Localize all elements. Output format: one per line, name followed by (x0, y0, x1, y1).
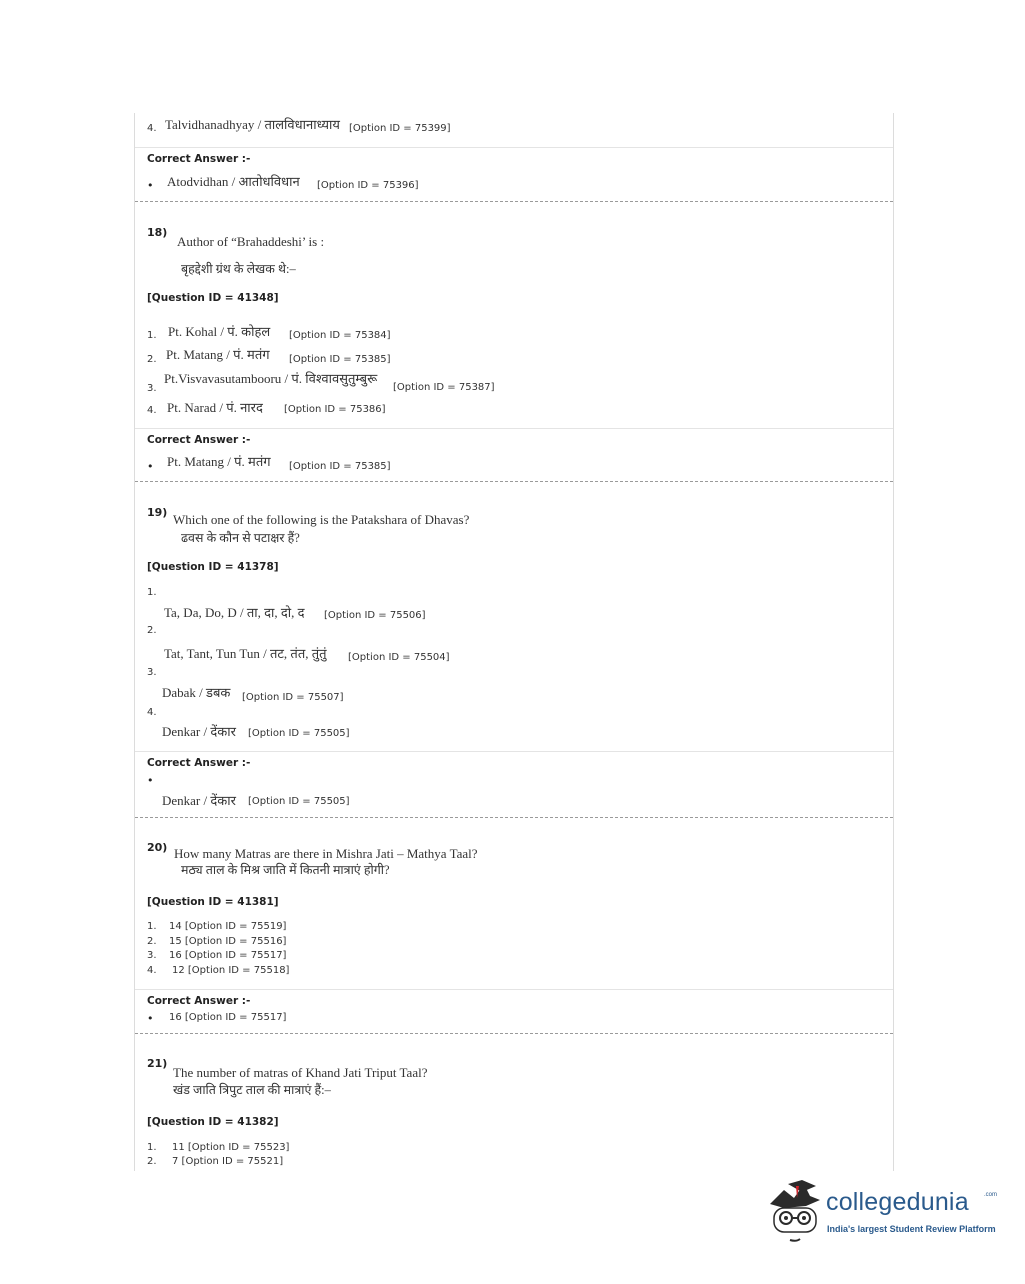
option-number: 4. (147, 707, 157, 718)
question-id: [Question ID = 41382] (147, 1116, 279, 1128)
option-text: Ta, Da, Do, D / ता, दा, दो, द (164, 605, 305, 620)
collegedunia-logo (766, 1178, 996, 1248)
answer-bullet: • (147, 774, 154, 787)
separator (135, 428, 893, 429)
option-number: 2. (147, 354, 157, 365)
option-id: [Option ID = 75385] (289, 461, 391, 472)
question-text-hi: ढवस के कौन से पटाक्षर हैं? (181, 531, 300, 545)
correct-answer-label: Correct Answer :- (147, 434, 251, 446)
question-number: 20) (147, 841, 168, 854)
question-id: [Question ID = 41381] (147, 896, 279, 908)
option-id: [Option ID = 75384] (289, 330, 391, 341)
question-paper-page (134, 113, 894, 1171)
question-number: 21) (147, 1057, 168, 1070)
option-number: 3. (147, 950, 157, 961)
correct-answer-label: Correct Answer :- (147, 995, 251, 1007)
option-text: Dabak / डबक (162, 685, 231, 700)
option-number: 4. (147, 405, 157, 416)
option-text: Pt. Narad / पं. नारद (167, 400, 263, 415)
answer-bullet: • (147, 1012, 154, 1025)
option-id: [Option ID = 75387] (393, 382, 495, 393)
option-number: 2. (147, 1156, 157, 1167)
option-number: 1. (147, 921, 157, 932)
question-text-hi: मठ्य ताल के मिश्र जाति में कितनी मात्राएं होगी? (181, 863, 390, 877)
option-text: Pt. Matang / पं. मतंग (166, 347, 270, 362)
option-id: [Option ID = 75504] (348, 652, 450, 663)
question-number: 19) (147, 506, 168, 519)
separator (135, 989, 893, 990)
question-id: [Question ID = 41378] (147, 561, 279, 573)
question-divider (135, 201, 893, 202)
question-text-hi: खंड जाति त्रिपुट ताल की मात्राएं हैं:– (173, 1083, 331, 1097)
question-number: 18) (147, 226, 168, 239)
logo-domain: .com (984, 1192, 998, 1198)
correct-answer-text: Pt. Matang / पं. मतंग (167, 454, 271, 469)
option-text: 14 [Option ID = 75519] (169, 921, 287, 932)
question-id: [Question ID = 41348] (147, 292, 279, 304)
option-id: [Option ID = 75399] (349, 123, 451, 134)
logo-tagline: India's largest Student Review Platform (827, 1224, 996, 1234)
separator (135, 751, 893, 752)
option-number: 3. (147, 383, 157, 394)
option-text: Talvidhanadhyay / तालविधानाध्याय (165, 117, 340, 132)
option-number: 1. (147, 330, 157, 341)
correct-answer-label: Correct Answer :- (147, 153, 251, 165)
option-id: [Option ID = 75385] (289, 354, 391, 365)
option-id: [Option ID = 75505] (248, 796, 350, 807)
question-divider (135, 817, 893, 818)
option-text: 11 [Option ID = 75523] (172, 1142, 290, 1153)
option-number: 3. (147, 667, 157, 678)
correct-answer-text: 16 [Option ID = 75517] (169, 1012, 287, 1023)
option-text: Denkar / देंकार (162, 724, 236, 739)
option-id: [Option ID = 75506] (324, 610, 426, 621)
answer-bullet: • (147, 179, 154, 192)
option-text: 16 [Option ID = 75517] (169, 950, 287, 961)
option-text: 15 [Option ID = 75516] (169, 936, 287, 947)
answer-bullet: • (147, 460, 154, 473)
logo-wordmark: collegedunia (826, 1188, 969, 1216)
question-divider (135, 1033, 893, 1034)
option-id: [Option ID = 75396] (317, 180, 419, 191)
option-text: Tat, Tant, Tun Tun / तट, तंत, तुंतुं (164, 646, 327, 661)
option-number: 1. (147, 587, 157, 598)
option-text: Pt.Visvavasutambooru / पं. विश्वावसुतुम्बुरू (164, 371, 378, 386)
correct-answer-text: Atodvidhan / आतोधविधान (167, 174, 300, 189)
option-text: 12 [Option ID = 75518] (172, 965, 290, 976)
question-text-en: Which one of the following is the Patakshara of Dhavas? (173, 512, 470, 527)
option-id: [Option ID = 75505] (248, 728, 350, 739)
option-number: 1. (147, 1142, 157, 1153)
option-number: 2. (147, 625, 157, 636)
option-id: [Option ID = 75507] (242, 692, 344, 703)
mascot-icon (766, 1178, 824, 1244)
question-text-en: How many Matras are there in Mishra Jati – Mathya Taal? (174, 846, 478, 861)
option-number: 4. (147, 965, 157, 976)
correct-answer-label: Correct Answer :- (147, 757, 251, 769)
question-divider (135, 481, 893, 482)
correct-answer-text: Denkar / देंकार (162, 793, 236, 808)
separator (135, 147, 893, 148)
option-text: 7 [Option ID = 75521] (172, 1156, 284, 1167)
question-text-en: The number of matras of Khand Jati Triput Taal? (173, 1065, 428, 1080)
option-number: 2. (147, 936, 157, 947)
option-number: 4. (147, 123, 157, 134)
question-text-en: Author of “Brahaddeshi’ is : (177, 234, 325, 249)
option-text: Pt. Kohal / पं. कोहल (168, 324, 271, 339)
option-id: [Option ID = 75386] (284, 404, 386, 415)
question-text-hi: बृहद्देशी ग्रंथ के लेखक थे:– (181, 262, 296, 276)
